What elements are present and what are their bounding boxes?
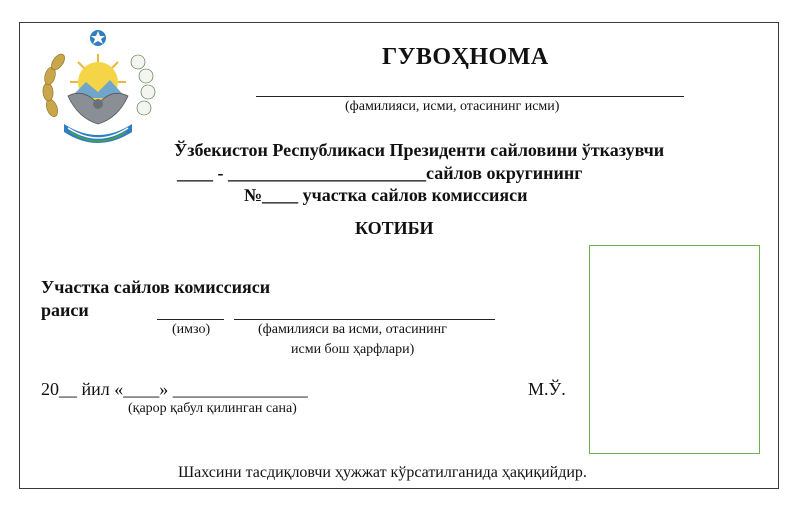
district-number-blanks[interactable]: ____ - ______________________ [177, 163, 426, 183]
photo-placeholder [589, 245, 760, 454]
position-title: КОТИБИ [355, 218, 434, 238]
full-name-line[interactable] [256, 96, 684, 97]
decision-date-caption: (қарор қабул қилинган сана) [128, 401, 297, 416]
document-title: ГУВОҲНОМА [382, 44, 549, 70]
uzbekistan-state-emblem-icon [34, 26, 162, 154]
body-line-3: №____ участка сайлов комиссияси [244, 185, 528, 205]
chairman-name-caption-2: исми бош ҳарфлари) [291, 342, 415, 357]
validity-note: Шахсини тасдиқловчи ҳужжат кўрсатилганида ҳақиқийдир. [178, 464, 587, 481]
chairman-label-line-2: раиси [41, 300, 89, 320]
body-line-1: Ўзбекистон Республикаси Президенти сайловини ўтказувчи [174, 140, 665, 160]
chairman-name-line[interactable] [234, 319, 495, 320]
decision-date-field[interactable]: 20__ йил «____» _______________ [41, 379, 308, 399]
signature-caption: (имзо) [172, 322, 211, 337]
stamp-place-label: М.Ў. [528, 379, 566, 399]
full-name-caption: (фамилияси, исми, отасининг исми) [345, 99, 560, 114]
body-line-2 [177, 163, 582, 184]
chairman-label-line-1: Участка сайлов комиссияси [41, 277, 271, 297]
signature-line[interactable] [157, 319, 224, 320]
chairman-name-caption-1: (фамилияси ва исми, отасининг [258, 322, 447, 337]
district-label: сайлов округининг [426, 163, 583, 183]
